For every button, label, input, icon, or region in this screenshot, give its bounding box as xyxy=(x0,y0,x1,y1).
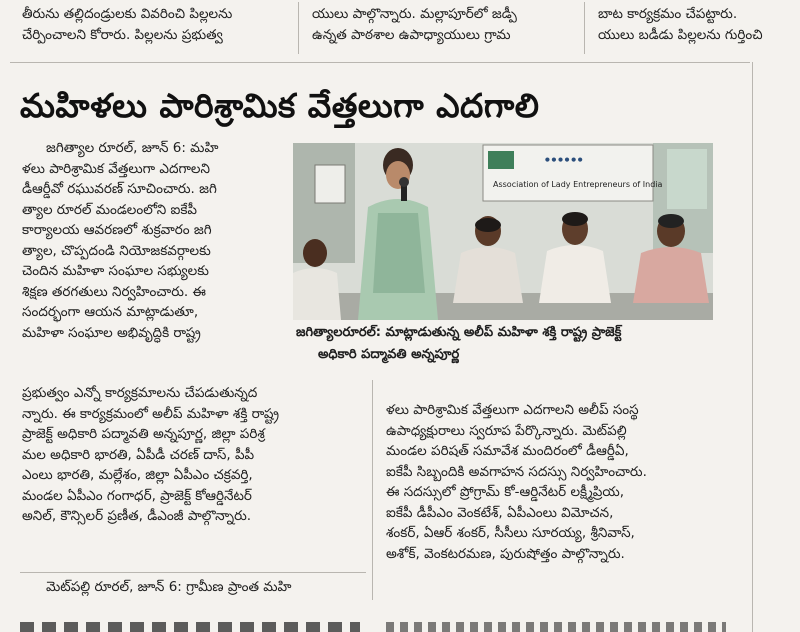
text-line: ఐకేపీ డీపీఎం వెంకటేశ్‌, ఏపీఎంలు విమోచన, xyxy=(386,504,614,521)
column-rule xyxy=(584,2,585,54)
text-line: శిక్షణ తరగతులు నిర్వహించారు. ఈ xyxy=(22,283,206,300)
text-line: ఉన్నత పాఠశాల ఉపాధ్యాయులు గ్రామ xyxy=(312,26,511,43)
paragraph-divider xyxy=(20,572,366,573)
prev-article-col1 xyxy=(22,4,290,45)
text-line: యులు బడీడు పిల్లలను గుర్తించి xyxy=(598,26,763,43)
text-line: త్యాల రూరల్‌ మండలంలోని ఐకేపీ xyxy=(22,201,198,218)
text-line: డీఆర్డీవో రఘువరణ్‌ సూచించారు. జగి xyxy=(22,181,217,197)
article-left-column-top xyxy=(22,138,288,343)
article-right-column xyxy=(386,400,748,564)
column-rule xyxy=(298,2,299,54)
text-line: మండల ఏపీఎం గంగాధర్‌, ప్రాజెక్ట్‌ కోఆర్డినేటర్‌ xyxy=(22,487,252,504)
text-line: చెందిన మహిళా సంఘాల సభ్యులకు xyxy=(22,263,209,279)
prev-article-col3 xyxy=(598,4,800,45)
text-line: జగిత్యాల రూరల్‌, జూన్‌ 6: మహి xyxy=(46,140,219,156)
text-line: ఉపాధ్యక్షురాలు స్వరూప పేర్కొన్నారు. మెట్‌పల్లి xyxy=(386,422,627,439)
column-rule xyxy=(372,380,373,600)
photo-caption xyxy=(296,322,726,366)
cropped-text-fragment xyxy=(386,622,726,632)
cut-off-bottom-text xyxy=(20,622,750,632)
next-article-start xyxy=(22,577,368,598)
prev-article-col2 xyxy=(312,4,576,45)
text-line: మల అధికారి భారతి, ఏపీడీ చరణ్‌ దాస్‌, పీపీ xyxy=(22,446,255,463)
article-left-column-bottom xyxy=(22,383,368,527)
text-line: చేర్పించాలని కోరారు. పిల్లలను ప్రభుత్వ xyxy=(22,26,223,43)
text-line: మండల పరిషత్‌ సమావేశ మందిరంలో డీఆర్డీఏ, xyxy=(386,443,629,459)
text-line: అశోక్‌, వెంకటరమణ, పురుషోత్తం పాల్గొన్నారు. xyxy=(386,545,625,562)
text-line: అనిల్‌, కౌన్సిలర్‌ ప్రణీత, డీఎంజీ పాల్గొన్నారు. xyxy=(22,508,252,524)
text-line: యులు పాల్గొన్నారు. మల్లాపూర్‌లో జడ్పీ xyxy=(312,6,517,22)
text-line: ళలు పారిశ్రామిక వేత్తలుగా ఎదగాలని అలీప్‌ సంస్థ xyxy=(386,402,639,418)
text-line: ఎంలు భారతి, మల్లేశం, జిల్లా ఏపీఎం చక్రవర్తి, xyxy=(22,467,253,483)
text-line: ప్రభుత్వం ఎన్నో కార్యక్రమాలను చేపడుతున్నద xyxy=(22,385,258,401)
text-line: బాట కార్యక్రమం చేపట్టారు. xyxy=(598,6,738,22)
text-line: ప్రాజెక్ట్‌ అధికారి పద్మావతి అన్నపూర్ణ, జిల్లా పరిశ్ర xyxy=(22,426,265,442)
text-line: మెట్‌పల్లి రూరల్‌, జూన్‌ 6: గ్రామీణ ప్రాంత మహి xyxy=(46,579,292,595)
text-line: త్యాల, చొప్పదండి నియోజకవర్గాలకు xyxy=(22,242,211,259)
text-line: మహిళా సంఘాల అభివృద్ధికి రాష్ట్ర xyxy=(22,324,201,341)
event-photo xyxy=(293,143,713,320)
text-line: ఐకేపీ సిబ్బందికి అవగాహన సదస్సు నిర్వహించారు. xyxy=(386,463,647,480)
text-line: ళలు పారిశ్రామిక వేత్తలుగా ఎదగాలని xyxy=(22,160,210,177)
text-line: తీరును తల్లిదండ్రులకు వివరించి పిల్లలను xyxy=(22,6,233,22)
text-line: సందర్భంగా ఆయన మాట్లాడుతూ, xyxy=(22,304,199,320)
text-line: ఈ సదస్సులో ప్రోగ్రామ్‌ కో-ఆర్డినేటర్‌ లక్ష్మీప్రియ, xyxy=(386,484,625,500)
banner-small-text: ● ● ● ● ● ● xyxy=(545,157,583,163)
text-line: కార్యాలయ ఆవరణలో శుక్రవారం జగి xyxy=(22,222,212,238)
text-line: న్నారు. ఈ కార్యక్రమంలో అలీప్‌ మహిళా శక్తి రాష్ట్ర xyxy=(22,405,280,422)
headline: మహిళలు పారిశ్రామిక వేత్తలుగా ఎదగాలి xyxy=(20,86,540,125)
caption-line-2: అధికారి పద్మావతి అన్నపూర్ణ xyxy=(318,347,460,362)
text-line: శంకర్‌, ఏఆర్‌ శంకర్‌, సీసీలు సూరయ్య, శ్రీనివాస్‌, xyxy=(386,525,635,541)
page-edge-rule xyxy=(752,62,753,632)
photo-illustration xyxy=(293,143,713,320)
caption-line-1: జగిత్యాలరూరల్‌: మాట్లాడుతున్న అలీప్‌ మహిళా శక్తి రాష్ట్ర ప్రాజెక్ట్‌ xyxy=(296,325,622,340)
section-divider xyxy=(10,62,750,63)
banner-text: Association of Lady Entrepreneurs of India xyxy=(493,180,663,189)
cropped-headline-fragment xyxy=(20,622,360,632)
